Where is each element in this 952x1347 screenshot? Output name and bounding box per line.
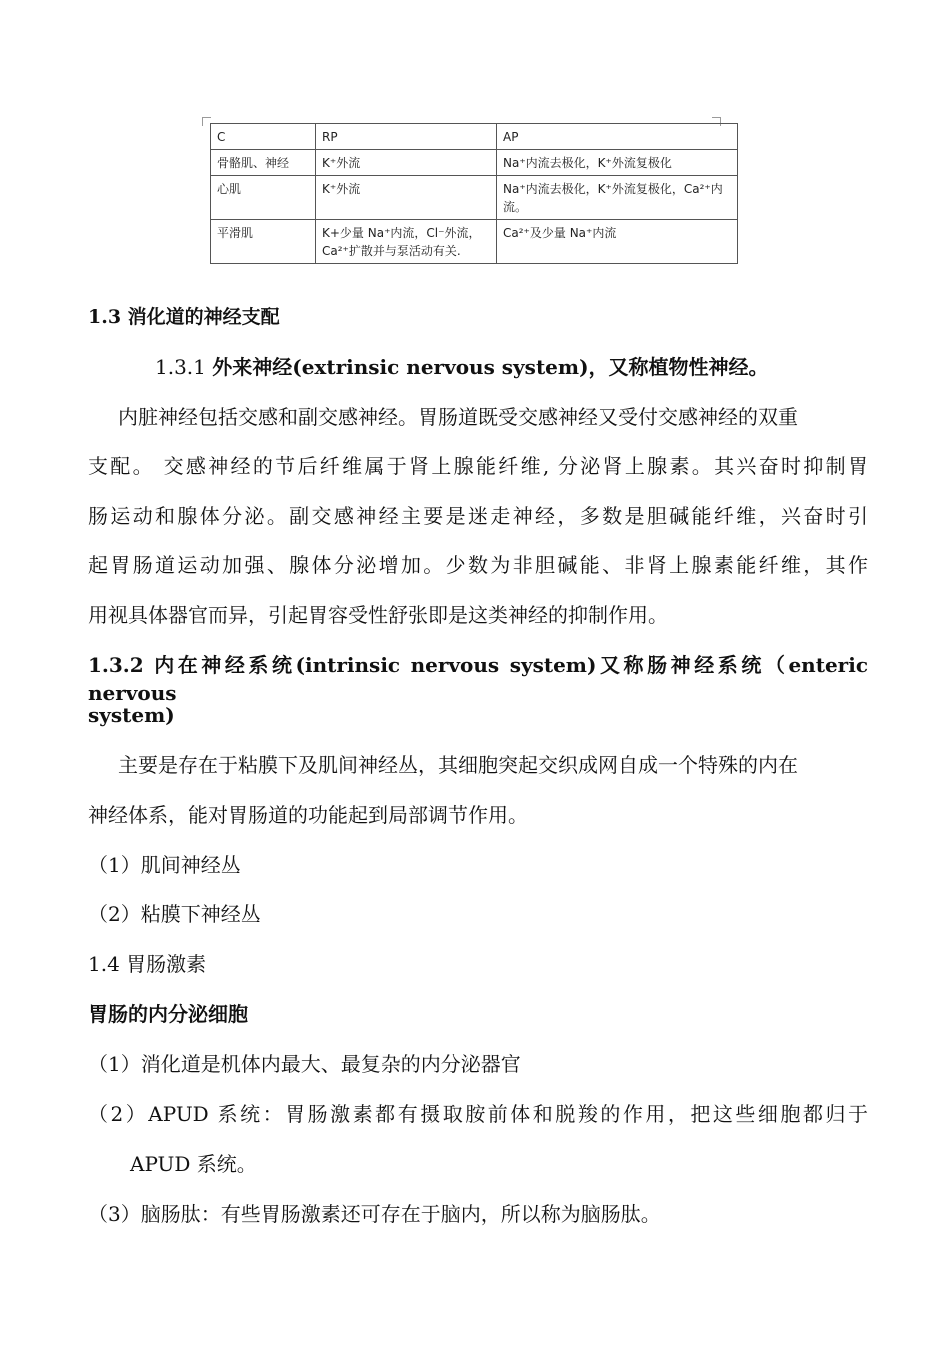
section-heading-1-3-1: [155, 353, 769, 381]
section-heading-1-3-2: 1.3.2 内在神经系统(intrinsic nervous system)又称肠神经系统（enteric nervous: [88, 653, 868, 705]
paragraph-line: 肠运动和腺体分泌。副交感神经主要是迷走神经，多数是胆碱能纤维，兴奋时引: [88, 504, 868, 528]
table-header-row: [211, 124, 738, 150]
list-item: （2）APUD 系统：胃肠激素都有摄取胺前体和脱羧的作用，把这些细胞都归于: [88, 1102, 868, 1126]
table-header-cell: RP: [316, 124, 497, 150]
membrane-potential-table: [210, 123, 738, 264]
subsection-title: 胃肠的内分泌细胞: [88, 1002, 248, 1026]
list-item: （3）脑肠肽：有些胃肠激素还可存在于脑内，所以称为脑肠肽。: [88, 1202, 661, 1226]
paragraph-line: 支配。 交感神经的节后纤维属于肾上腺能纤维, 分泌肾上腺素。其兴奋时抑制胃: [88, 454, 868, 478]
table-cell: 平滑肌: [211, 220, 316, 264]
table-cell: 骨骼肌、神经: [211, 150, 316, 176]
table-cell: Na⁺内流去极化，K⁺外流复极化，Ca²⁺内流。: [497, 176, 738, 220]
table-row: [211, 220, 738, 264]
table-cell: K⁺外流: [316, 176, 497, 220]
section-heading-1-3: 1.3 消化道的神经支配: [88, 306, 280, 328]
table-header-cell: C: [211, 124, 316, 150]
table-cell: Na⁺内流去极化，K⁺外流复极化: [497, 150, 738, 176]
paragraph-line: 用视具体器官而异，引起胃容受性舒张即是这类神经的抑制作用。: [88, 603, 668, 627]
section-number: 1.3.1: [155, 355, 213, 379]
table-row: [211, 150, 738, 176]
paragraph-line: 主要是存在于粘膜下及肌间神经丛，其细胞突起交织成网自成一个特殊的内在: [118, 753, 798, 777]
paragraph-line: 起胃肠道运动加强、腺体分泌增加。少数为非胆碱能、非肾上腺素能纤维，其作: [88, 553, 868, 577]
table-header-cell: AP: [497, 124, 738, 150]
table-row: [211, 176, 738, 220]
section-title: 外来神经(extrinsic nervous system)，又称植物性神经。: [212, 355, 769, 379]
section-heading-1-4: 1.4 胃肠激素: [88, 952, 207, 976]
list-item: （1）消化道是机体内最大、最复杂的内分泌器官: [88, 1052, 521, 1076]
list-item-continuation: APUD 系统。: [130, 1152, 257, 1176]
table-cell: K⁺外流: [316, 150, 497, 176]
table-cell: K+少量 Na⁺内流，Cl⁻外流，Ca²⁺扩散并与泵活动有关.: [316, 220, 497, 264]
section-heading-1-3-2-cont: system): [88, 703, 175, 727]
table-cell: 心肌: [211, 176, 316, 220]
paragraph-line: 内脏神经包括交感和副交感神经。胃肠道既受交感神经又受付交感神经的双重: [118, 405, 798, 429]
list-item: （1）肌间神经丛: [88, 853, 241, 877]
list-item: （2）粘膜下神经丛: [88, 902, 261, 926]
paragraph-line: 神经体系，能对胃肠道的功能起到局部调节作用。: [88, 803, 528, 827]
table-cell: Ca²⁺及少量 Na⁺内流: [497, 220, 738, 264]
